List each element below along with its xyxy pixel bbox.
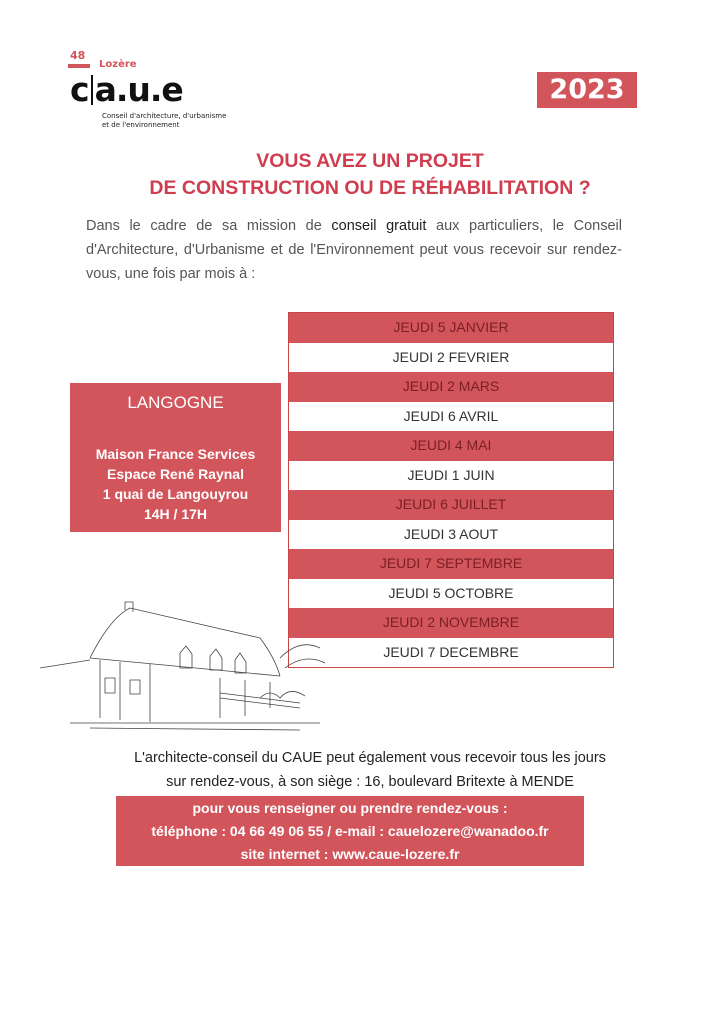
intro-text: Dans le cadre de sa mission de — [86, 218, 332, 234]
intro-text: aux particuliers, le Conseil d'Architecture, d'Urbanisme et de l'Environnement peut vous recevoir sur rendez-vous, une fois par mois à : — [86, 218, 622, 282]
logo-subtitle-line: Conseil d'architecture, d'urbanisme — [102, 112, 227, 120]
date-row: JEUDI 7 SEPTEMBRE — [289, 549, 613, 579]
location-details — [70, 444, 281, 524]
date-row: JEUDI 4 MAI — [289, 431, 613, 461]
siege-info — [70, 746, 670, 794]
dates-table — [288, 312, 614, 668]
location-line: Espace René Raynal — [107, 466, 244, 482]
logo-bar — [68, 64, 90, 68]
date-row: JEUDI 3 AOUT — [403, 525, 499, 542]
intro-paragraph — [86, 214, 622, 286]
date-row: JEUDI 5 OCTOBRE — [388, 584, 514, 601]
location-box — [70, 383, 281, 532]
siege-info-line: L'architecte-conseil du CAUE peut également vous recevoir tous les jours — [134, 750, 606, 766]
date-row: JEUDI 6 JUILLET — [289, 490, 613, 520]
date-row: JEUDI 2 NOVEMBRE — [289, 608, 613, 638]
contact-box — [116, 796, 584, 866]
date-row: JEUDI 7 DECEMBRE — [383, 643, 519, 660]
date-row: JEUDI 2 MARS — [289, 372, 613, 402]
location-city: LANGOGNE — [127, 393, 224, 412]
page-title — [40, 148, 700, 202]
caue-logo — [70, 72, 183, 108]
intro-highlight: conseil gratuit — [331, 218, 427, 234]
siege-info-line: sur rendez-vous, à son siège : 16, boulevard Britexte à MENDE — [166, 774, 574, 790]
logo-subtitle-line: et de l'environnement — [102, 121, 180, 129]
date-row: JEUDI 1 JUIN — [407, 466, 495, 483]
contact-website: site internet : www.caue-lozere.fr — [240, 846, 460, 862]
title-line: VOUS AVEZ UN PROJET — [256, 150, 484, 172]
contact-phone-email: téléphone : 04 66 49 06 55 / e-mail : cauelozere@wanadoo.fr — [151, 823, 549, 839]
logo-letter: c — [70, 70, 89, 109]
building-sketch-illustration — [30, 598, 330, 738]
title-line: DE CONSTRUCTION OU DE RÉHABILITATION ? — [149, 177, 591, 199]
location-line: Maison France Services — [95, 446, 256, 462]
year-badge: 2023 — [537, 72, 637, 108]
contact-heading: pour vous renseigner ou prendre rendez-vous : — [192, 800, 508, 816]
date-row: JEUDI 2 FEVRIER — [392, 348, 510, 365]
location-hours: 14H / 17H — [143, 506, 208, 522]
logo-department-number: 48 — [70, 49, 86, 62]
location-line: 1 quai de Langouyrou — [102, 486, 249, 502]
logo-subtitle — [102, 112, 252, 130]
date-row: JEUDI 5 JANVIER — [289, 313, 613, 343]
logo-separator — [91, 75, 93, 105]
date-row: JEUDI 6 AVRIL — [403, 407, 499, 424]
logo-department-name: Lozère — [99, 59, 137, 70]
logo-letters: a.u.e — [94, 70, 183, 109]
